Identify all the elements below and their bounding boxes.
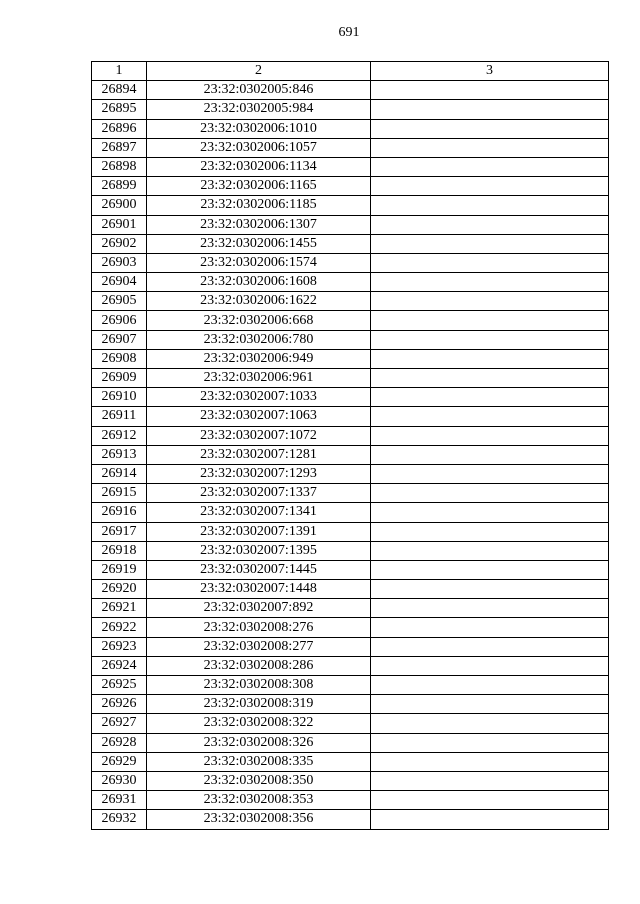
cadastral-number-cell: 23:32:0302008:319: [147, 695, 371, 714]
row-number-cell: 26922: [92, 618, 147, 637]
cadastral-number-cell: 23:32:0302007:1445: [147, 560, 371, 579]
table-row: [92, 580, 609, 599]
cadastral-number-cell: 23:32:0302008:308: [147, 676, 371, 695]
note-cell: [371, 292, 609, 311]
note-cell: [371, 100, 609, 119]
row-number-cell: 26897: [92, 138, 147, 157]
cadastral-number-cell: 23:32:0302008:276: [147, 618, 371, 637]
row-number-cell: 26918: [92, 541, 147, 560]
cadastral-number-cell: 23:32:0302007:892: [147, 599, 371, 618]
cadastral-number-cell: 23:32:0302007:1391: [147, 522, 371, 541]
table-row: [92, 445, 609, 464]
table-row: [92, 177, 609, 196]
note-cell: [371, 215, 609, 234]
row-number-cell: 26914: [92, 464, 147, 483]
table-row: [92, 138, 609, 157]
row-number-cell: 26904: [92, 273, 147, 292]
note-cell: [371, 714, 609, 733]
cadastral-number-cell: 23:32:0302006:1455: [147, 234, 371, 253]
note-cell: [371, 253, 609, 272]
cadastral-number-cell: 23:32:0302006:1608: [147, 273, 371, 292]
table-row: [92, 522, 609, 541]
table-row: [92, 733, 609, 752]
cadastral-number-cell: 23:32:0302006:949: [147, 349, 371, 368]
row-number-cell: 26912: [92, 426, 147, 445]
table-row: [92, 253, 609, 272]
table-row: [92, 292, 609, 311]
table-row: [92, 771, 609, 790]
cadastral-number-cell: 23:32:0302006:780: [147, 330, 371, 349]
note-cell: [371, 157, 609, 176]
row-number-cell: 26926: [92, 695, 147, 714]
row-number-cell: 26898: [92, 157, 147, 176]
cadastral-number-cell: 23:32:0302006:961: [147, 369, 371, 388]
row-number-cell: 26905: [92, 292, 147, 311]
table-row: [92, 541, 609, 560]
note-cell: [371, 599, 609, 618]
cadastral-number-cell: 23:32:0302006:1307: [147, 215, 371, 234]
table-row: [92, 349, 609, 368]
row-number-cell: 26924: [92, 656, 147, 675]
cadastral-number-cell: 23:32:0302006:1574: [147, 253, 371, 272]
note-cell: [371, 810, 609, 829]
note-cell: [371, 733, 609, 752]
row-number-cell: 26895: [92, 100, 147, 119]
row-number-cell: 26894: [92, 81, 147, 100]
note-cell: [371, 580, 609, 599]
table-row: [92, 676, 609, 695]
note-cell: [371, 445, 609, 464]
row-number-cell: 26919: [92, 560, 147, 579]
row-number-cell: 26910: [92, 388, 147, 407]
cadastral-number-cell: 23:32:0302007:1281: [147, 445, 371, 464]
cadastral-number-cell: 23:32:0302008:322: [147, 714, 371, 733]
table-row: [92, 215, 609, 234]
note-cell: [371, 541, 609, 560]
table-row: [92, 656, 609, 675]
row-number-cell: 26916: [92, 503, 147, 522]
table-row: [92, 560, 609, 579]
note-cell: [371, 311, 609, 330]
note-cell: [371, 349, 609, 368]
table-body: [92, 81, 609, 829]
row-number-cell: 26900: [92, 196, 147, 215]
note-cell: [371, 464, 609, 483]
table-row: [92, 369, 609, 388]
note-cell: [371, 637, 609, 656]
row-number-cell: 26908: [92, 349, 147, 368]
table-row: [92, 752, 609, 771]
cadastral-number-cell: 23:32:0302007:1293: [147, 464, 371, 483]
table-row: [92, 388, 609, 407]
row-number-cell: 26907: [92, 330, 147, 349]
row-number-cell: 26909: [92, 369, 147, 388]
note-cell: [371, 330, 609, 349]
cadastral-number-cell: 23:32:0302007:1063: [147, 407, 371, 426]
cadastral-number-cell: 23:32:0302008:353: [147, 791, 371, 810]
row-number-cell: 26896: [92, 119, 147, 138]
row-number-cell: 26911: [92, 407, 147, 426]
cadastral-number-cell: 23:32:0302007:1033: [147, 388, 371, 407]
cadastral-number-cell: 23:32:0302007:1337: [147, 484, 371, 503]
table-row: [92, 484, 609, 503]
row-number-cell: 26923: [92, 637, 147, 656]
table-row: [92, 273, 609, 292]
note-cell: [371, 369, 609, 388]
note-cell: [371, 407, 609, 426]
row-number-cell: 26901: [92, 215, 147, 234]
header-row: [92, 62, 609, 81]
cadastral-number-cell: 23:32:0302007:1072: [147, 426, 371, 445]
note-cell: [371, 560, 609, 579]
table-row: [92, 407, 609, 426]
table-row: [92, 791, 609, 810]
cadastral-number-cell: 23:32:0302006:1185: [147, 196, 371, 215]
row-number-cell: 26915: [92, 484, 147, 503]
note-cell: [371, 138, 609, 157]
table-row: [92, 599, 609, 618]
row-number-cell: 26903: [92, 253, 147, 272]
cadastral-number-cell: 23:32:0302005:984: [147, 100, 371, 119]
note-cell: [371, 234, 609, 253]
note-cell: [371, 676, 609, 695]
table-row: [92, 810, 609, 829]
page-number: 691: [338, 25, 360, 40]
table-row: [92, 157, 609, 176]
row-number-cell: 26913: [92, 445, 147, 464]
column-header-2: 2: [147, 62, 371, 81]
table-row: [92, 119, 609, 138]
table-row: [92, 464, 609, 483]
cadastral-number-cell: 23:32:0302007:1448: [147, 580, 371, 599]
cadastral-number-cell: 23:32:0302005:846: [147, 81, 371, 100]
note-cell: [371, 388, 609, 407]
row-number-cell: 26921: [92, 599, 147, 618]
note-cell: [371, 81, 609, 100]
note-cell: [371, 196, 609, 215]
row-number-cell: 26920: [92, 580, 147, 599]
note-cell: [371, 656, 609, 675]
note-cell: [371, 791, 609, 810]
note-cell: [371, 503, 609, 522]
column-header-1: 1: [92, 62, 147, 81]
note-cell: [371, 695, 609, 714]
cadastral-number-cell: 23:32:0302008:277: [147, 637, 371, 656]
table-row: [92, 426, 609, 445]
cadastral-number-cell: 23:32:0302008:335: [147, 752, 371, 771]
registry-table: [91, 61, 609, 830]
row-number-cell: 26925: [92, 676, 147, 695]
cadastral-number-cell: 23:32:0302008:356: [147, 810, 371, 829]
row-number-cell: 26928: [92, 733, 147, 752]
row-number-cell: 26927: [92, 714, 147, 733]
table-row: [92, 81, 609, 100]
cadastral-number-cell: 23:32:0302008:326: [147, 733, 371, 752]
table-row: [92, 618, 609, 637]
note-cell: [371, 177, 609, 196]
cadastral-number-cell: 23:32:0302006:1165: [147, 177, 371, 196]
table-row: [92, 637, 609, 656]
table-row: [92, 714, 609, 733]
note-cell: [371, 119, 609, 138]
row-number-cell: 26899: [92, 177, 147, 196]
row-number-cell: 26917: [92, 522, 147, 541]
table-row: [92, 196, 609, 215]
cadastral-number-cell: 23:32:0302008:286: [147, 656, 371, 675]
cadastral-number-cell: 23:32:0302008:350: [147, 771, 371, 790]
note-cell: [371, 522, 609, 541]
row-number-cell: 26932: [92, 810, 147, 829]
table-row: [92, 695, 609, 714]
row-number-cell: 26902: [92, 234, 147, 253]
note-cell: [371, 618, 609, 637]
cadastral-number-cell: 23:32:0302007:1341: [147, 503, 371, 522]
row-number-cell: 26931: [92, 791, 147, 810]
table-row: [92, 234, 609, 253]
table-row: [92, 330, 609, 349]
row-number-cell: 26906: [92, 311, 147, 330]
table-row: [92, 311, 609, 330]
note-cell: [371, 752, 609, 771]
note-cell: [371, 426, 609, 445]
row-number-cell: 26930: [92, 771, 147, 790]
cadastral-number-cell: 23:32:0302006:1622: [147, 292, 371, 311]
row-number-cell: 26929: [92, 752, 147, 771]
table-header: [92, 62, 609, 81]
cadastral-number-cell: 23:32:0302006:1057: [147, 138, 371, 157]
table-row: [92, 100, 609, 119]
column-header-3: 3: [371, 62, 609, 81]
cadastral-number-cell: 23:32:0302006:1010: [147, 119, 371, 138]
table-row: [92, 503, 609, 522]
note-cell: [371, 484, 609, 503]
note-cell: [371, 273, 609, 292]
cadastral-number-cell: 23:32:0302006:1134: [147, 157, 371, 176]
cadastral-number-cell: 23:32:0302006:668: [147, 311, 371, 330]
note-cell: [371, 771, 609, 790]
cadastral-number-cell: 23:32:0302007:1395: [147, 541, 371, 560]
